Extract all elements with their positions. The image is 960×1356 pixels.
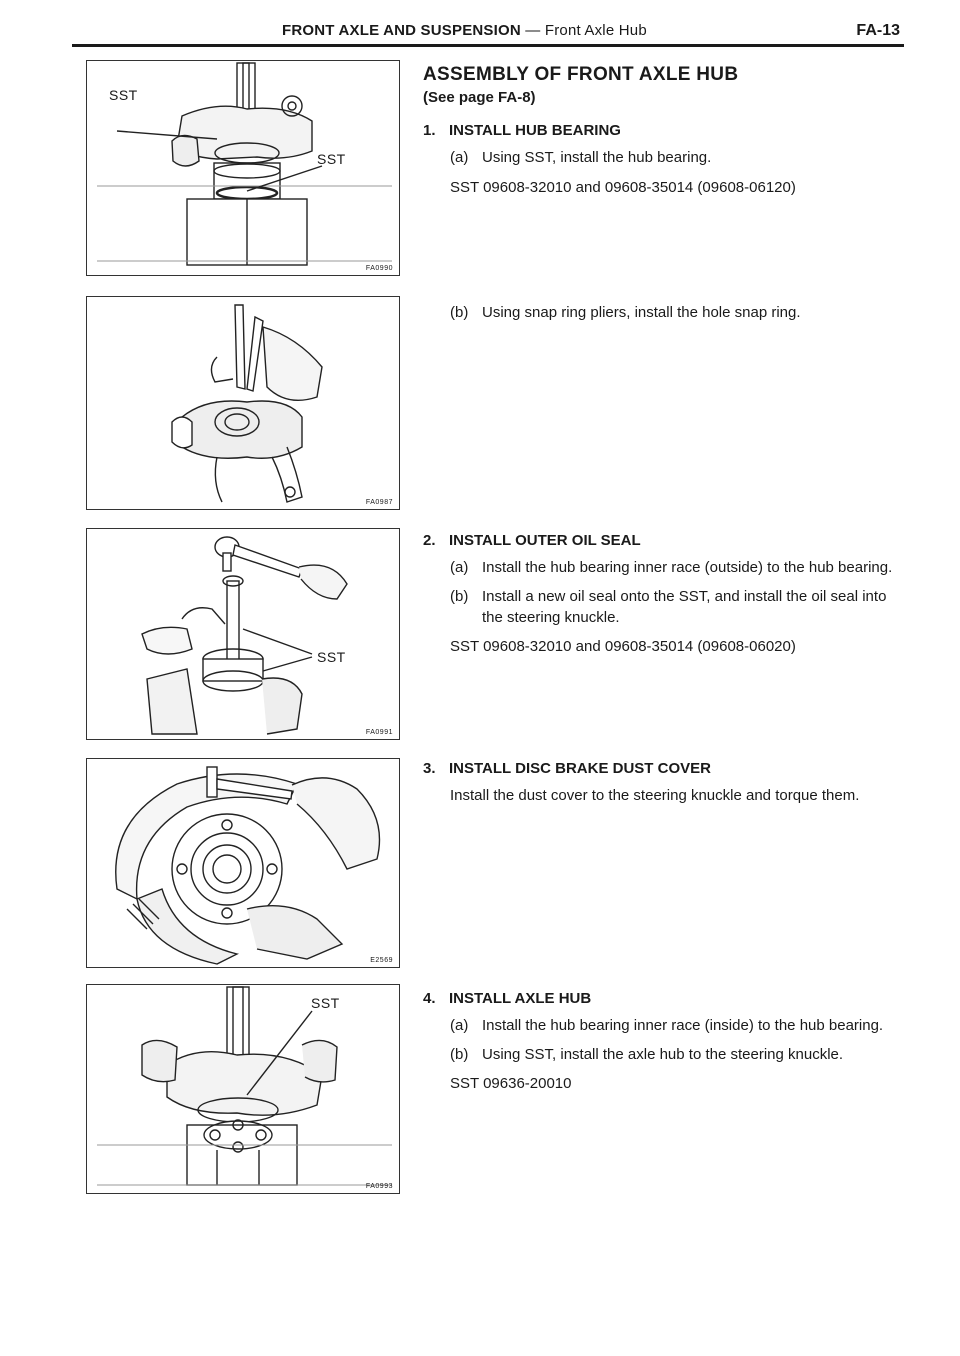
figure-code: FA0987 (365, 499, 393, 506)
step-heading: 2. INSTALL OUTER OIL SEAL (423, 532, 641, 549)
figure-code: E2569 (370, 957, 393, 964)
step-text: Install the dust cover to the steering knuckle and torque them. (450, 787, 860, 804)
step-item: (a) Install the hub bearing inner race (outside) to the hub bearing. (450, 559, 893, 576)
step-heading: 3. INSTALL DISC BRAKE DUST COVER (423, 760, 711, 777)
step-item: (b) Install a new oil seal onto the SST, and install the oil seal into the steering knuckle. (450, 588, 887, 626)
axle-hub-installation-illustration (87, 985, 400, 1194)
figure-code: FA0990 (365, 265, 393, 272)
figure-code: FA0991 (365, 729, 393, 736)
page-number: FA-13 (856, 22, 900, 39)
sst-reference: SST 09608-32010 and 09608-35014 (09608-06120) (450, 179, 796, 196)
figure-disc-brake-dust-cover (86, 758, 400, 968)
step-2 (423, 532, 908, 657)
sst-label: SST (317, 151, 346, 167)
snap-ring-pliers-illustration (87, 297, 400, 510)
header-rule (72, 44, 904, 47)
figure-axle-hub-install (86, 984, 400, 1194)
section-title: ASSEMBLY OF FRONT AXLE HUB (423, 64, 739, 85)
step-item: (a) Using SST, install the hub bearing. (450, 149, 712, 166)
figure-code: FA0993 (365, 1183, 393, 1190)
sst-label: SST (311, 995, 340, 1011)
oil-seal-installation-illustration (87, 529, 400, 740)
dust-cover-illustration (87, 759, 400, 968)
step-1-b (423, 302, 908, 323)
page-header (72, 22, 904, 44)
section-title-block (423, 64, 908, 106)
sst-reference: SST 09636-20010 (450, 1075, 572, 1092)
step-item: (a) Install the hub bearing inner race (inside) to the hub bearing. (450, 1017, 884, 1034)
figure-hub-bearing-press (86, 60, 400, 276)
sst-label: SST (109, 87, 138, 103)
section-subtitle: (See page FA-8) (423, 89, 536, 106)
sst-reference: SST 09608-32010 and 09608-35014 (09608-06020) (450, 638, 796, 655)
step-4 (423, 990, 908, 1094)
step-1 (423, 122, 908, 198)
step-item: (b) Using SST, install the axle hub to the steering knuckle. (450, 1046, 844, 1063)
step-heading: 1. INSTALL HUB BEARING (423, 122, 621, 139)
header-title: FRONT AXLE AND SUSPENSION — Front Axle Hub (282, 22, 647, 39)
step-heading: 4. INSTALL AXLE HUB (423, 990, 592, 1007)
sst-label: SST (317, 649, 346, 665)
step-3 (423, 760, 908, 806)
figure-snap-ring-pliers (86, 296, 400, 510)
figure-outer-oil-seal (86, 528, 400, 740)
step-item: (b) Using snap ring pliers, install the hole snap ring. (450, 304, 801, 321)
